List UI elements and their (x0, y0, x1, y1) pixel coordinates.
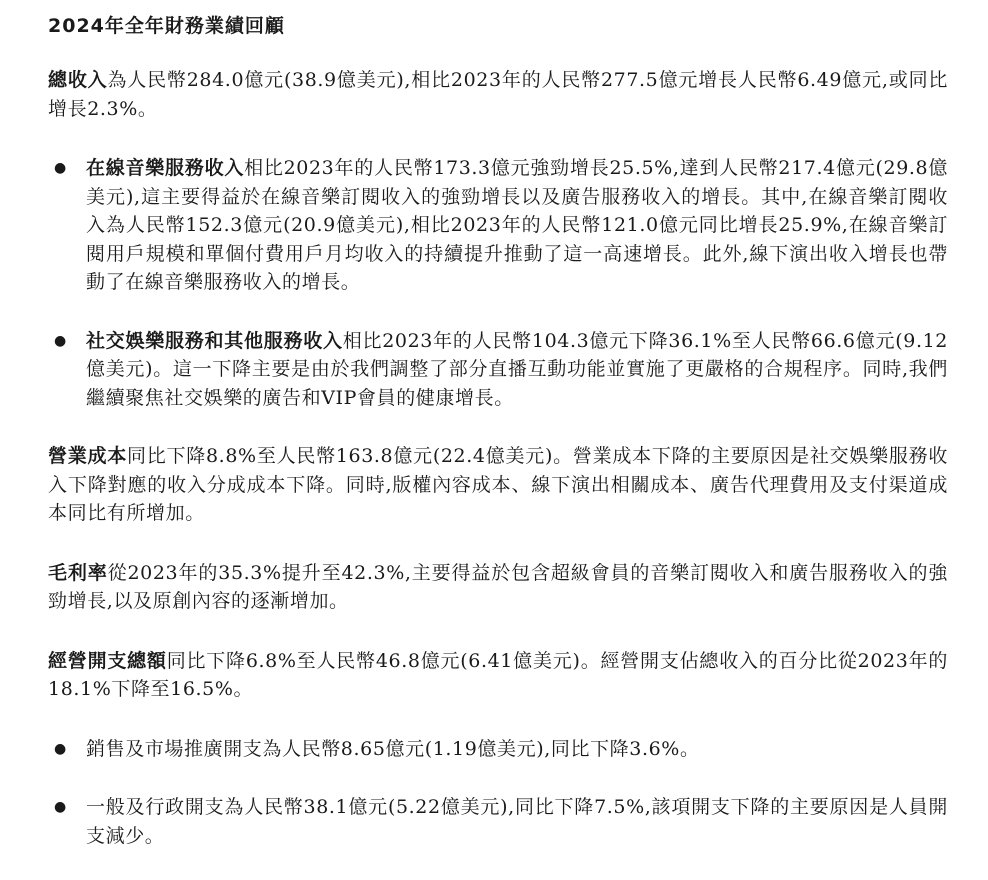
cost-of-revenue-lead: 營業成本 (48, 445, 127, 467)
online-music-text: 相比2023年的人民幣173.3億元強勁增長25.5%,達到人民幣217.4億元(29.8億美元),這主要得益於在線音樂訂閱收入的強勁增長以及廣告服務收入的增長。其中,在線音樂訂閱收入為人民幣152.3億元(20.9億美元),相比2023年的人民幣121.0億元同比增長25.9%,在線音樂訂閱用戶規模和單個付費用戶月均收入的持續提升推動了這一高速增長。此外,線下演出收入增長也帶動了在線音樂服務收入的增長。 (86, 157, 948, 293)
total-revenue-lead: 總收入 (48, 69, 108, 91)
operating-expenses-lead: 經營開支總額 (48, 649, 167, 672)
bullet-dot-icon: ● (54, 799, 67, 815)
bullet-dot-icon: ● (54, 332, 67, 349)
operating-expenses-text: 同比下降6.8%至人民幣46.8億元(6.41億美元)。經營開支佔總收入的百分比從2023年的18.1%下降至16.5%。 (48, 649, 948, 700)
bullet-social-entertainment (48, 327, 948, 413)
bullet-online-music (48, 154, 948, 297)
section-title: 2024年全年財務業績回顧 (48, 15, 285, 37)
bullet-general-admin (48, 793, 948, 850)
document-page (48, 12, 948, 880)
gross-margin-lead: 毛利率 (48, 561, 108, 584)
social-entertainment-text: 相比2023年的人民幣104.3億元下降36.1%至人民幣66.6億元(9.12億美元)。這一下降主要是由於我們調整了部分直播互動功能並實施了更嚴格的合規程序。同時,我們繼續聚焦社交娛樂的廣告和VIP會員的健康增長。 (86, 329, 948, 409)
bullet-dot-icon: ● (54, 740, 67, 757)
gross-margin-text: 從2023年的35.3%提升至42.3%,主要得益於包含超級會員的音樂訂閱收入和廣告服務收入的強勁增長,以及原創內容的逐漸增加。 (48, 561, 948, 612)
operating-expenses-paragraph (48, 647, 948, 704)
selling-marketing-text: 銷售及市場推廣開支為人民幣8.65億元(1.19億美元),同比下降3.6%。 (86, 737, 700, 760)
total-revenue-text: 為人民幣284.0億元(38.9億美元),相比2023年的人民幣277.5億元增長人民幣6.49億元,或同比增長2.3%。 (48, 69, 948, 120)
online-music-lead: 在線音樂服務收入 (86, 157, 245, 179)
general-admin-text: 一般及行政開支為人民幣38.1億元(5.22億美元),同比下降7.5%,該項開支下降的主要原因是人員開支減少。 (86, 796, 948, 847)
cost-of-revenue-text: 同比下降8.8%至人民幣163.8億元(22.4億美元)。營業成本下降的主要原因是社交娛樂服務收入下降對應的收入分成成本下降。同時,版權內容成本、線下演出相關成本、廣告代理費用及支付渠道成本同比有所增加。 (48, 445, 948, 524)
bullet-selling-marketing (48, 735, 948, 764)
gross-margin-paragraph (48, 559, 948, 616)
cost-of-revenue-paragraph (48, 442, 948, 528)
bullet-dot-icon: ● (54, 160, 67, 176)
total-revenue-paragraph (48, 66, 948, 123)
social-entertainment-lead: 社交娛樂服務和其他服務收入 (86, 329, 343, 352)
